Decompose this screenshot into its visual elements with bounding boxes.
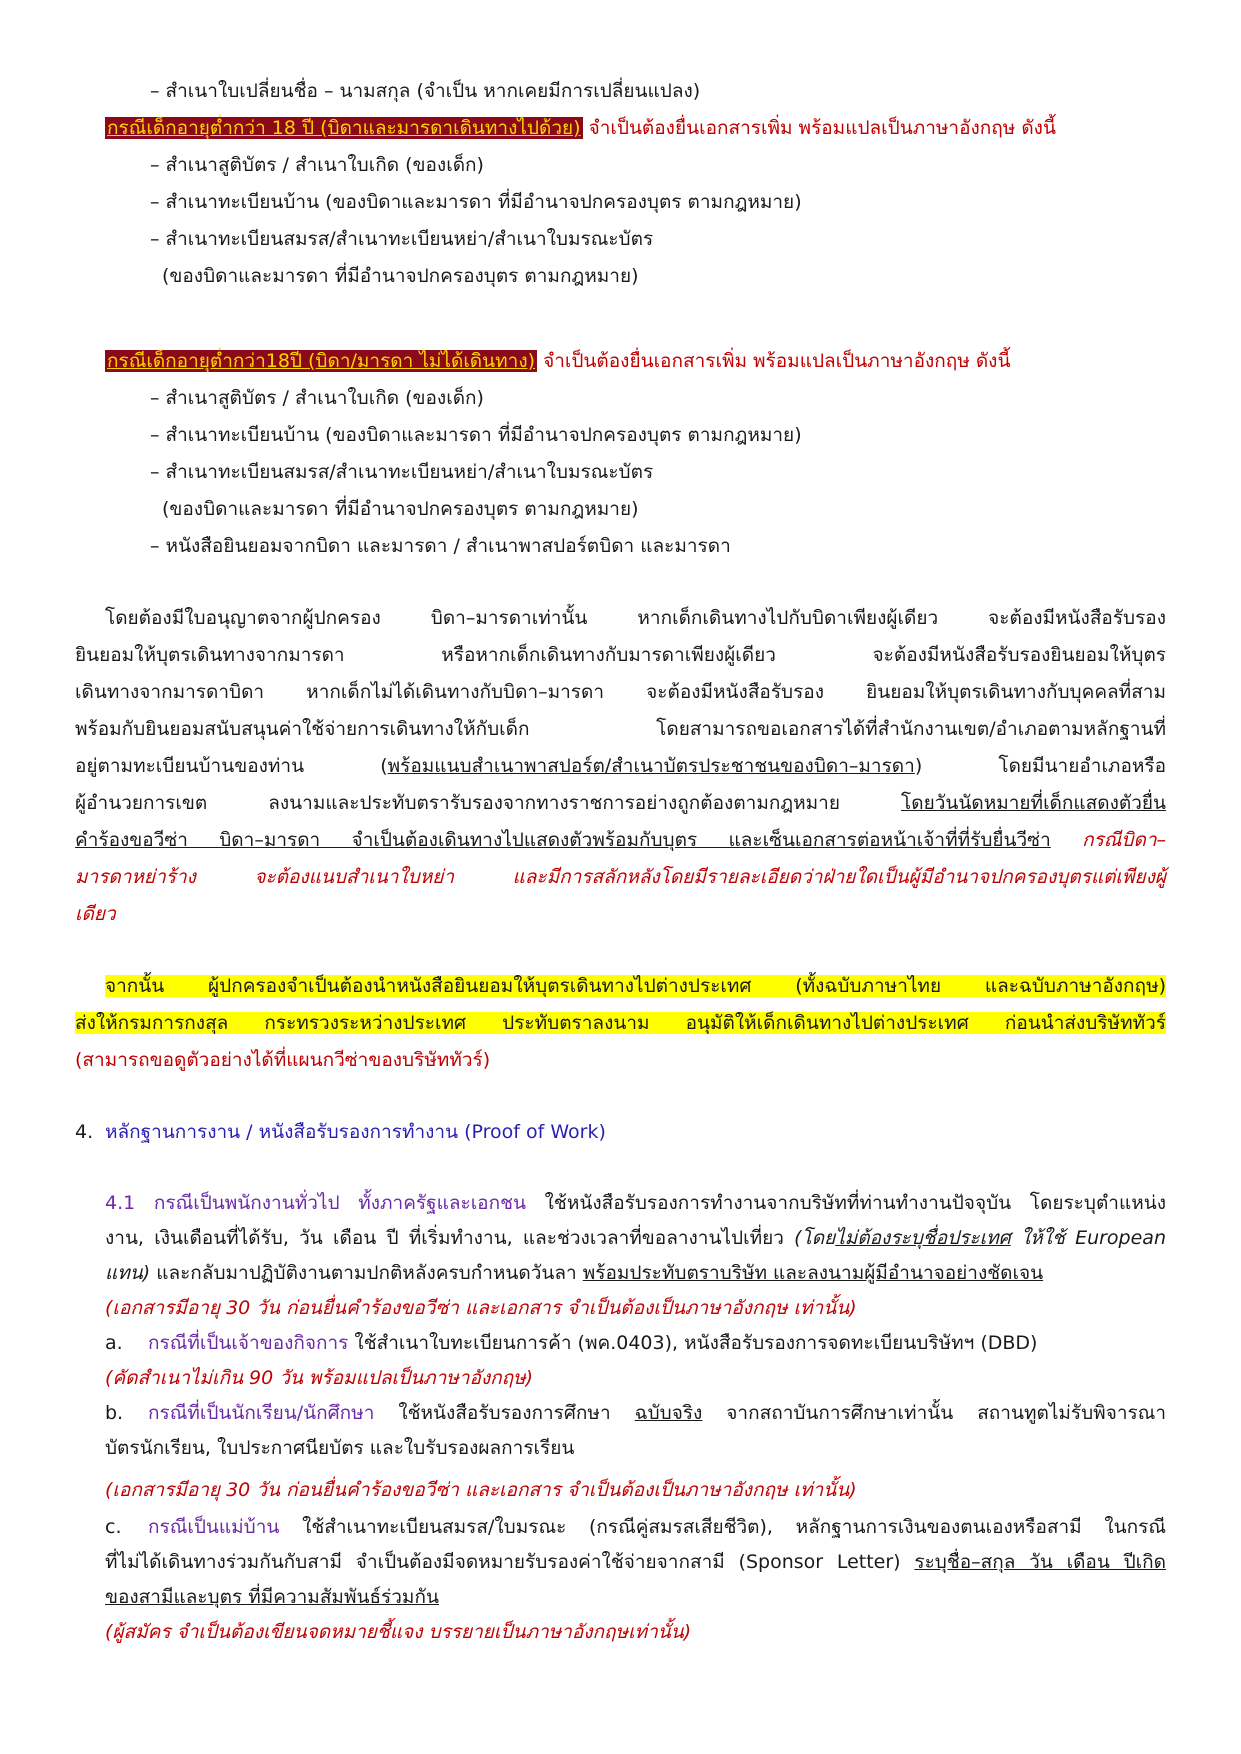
sub-c-line <box>148 1514 1166 1542</box>
consent-text: ) โดยมีนายอำเภอหรือ <box>914 755 1167 777</box>
ministry-line-1 <box>105 973 1166 1001</box>
ministry-text: ส่งให้กรมการกงสุล กระทรวงระหว่างประเทศ ประทับตราลงนาม อนุมัติให้เด็กเดินทางไปต่างประเทศ ก่อนนำส่งบริษัททัวร์ <box>75 1012 1166 1034</box>
list-item: – สำเนาใบเปลี่ยนชื่อ – นามสกุล (จำเป็น หากเคยมีการเปลี่ยนแปลง) <box>150 80 701 102</box>
sub-c-text: ที่ไม่ได้เดินทางร่วมกันกับสามี จำเป็นต้องมีจดหมายรับรองค่าใช้จ่ายจากสามี (Sponsor Letter) <box>105 1551 915 1573</box>
case1-heading-highlight: กรณีเด็กอายุต่ำกว่า 18 ปี (บิดาและมารดาเดินทางไปด้วย) <box>107 117 581 139</box>
case1-heading <box>105 115 1056 143</box>
sub-b-text: จากสถาบันการศึกษาเท่านั้น สถานทูตไม่รับพิจารณา <box>702 1402 1166 1424</box>
consent-line-5 <box>75 753 1166 781</box>
consent-line-2: ยินยอมให้บุตรเดินทางจากมารดา หรือหากเด็กเดินทางกับมารดาเพียงผู้เดียว จะต้องมีหนังสือรับรองยินยอมให้บุตร <box>75 644 1166 666</box>
sub-b-text: ใช้หนังสือรับรองการศึกษา <box>374 1402 635 1424</box>
ministry-text: จากนั้น ผู้ปกครองจำเป็นต้องนำหนังสือยินยอมให้บุตรเดินทางไปต่างประเทศ (ทั้งฉบับภาษาไทย และฉบับภาษาอังกฤษ) <box>105 975 1166 997</box>
s41-note: (เอกสารมีอายุ 30 วัน ก่อนยื่นคำร้องขอวีซ่า และเอกสาร จำเป็นต้องเป็นภาษาอังกฤษ เท่านั้น) <box>105 1297 857 1319</box>
sub-a-marker: a. <box>105 1332 123 1354</box>
s41-label: 4.1 กรณีเป็นพนักงานทั่วไป ทั้งภาครัฐและเอกชน <box>105 1192 526 1214</box>
sub-b-marker: b. <box>105 1402 124 1424</box>
sub-c-underlined: ระบุชื่อ–สกุล วัน เดือน ปีเกิด <box>914 1551 1166 1573</box>
case2-heading-highlight: กรณีเด็กอายุต่ำกว่า18ปี (บิดา/มารดา ไม่ได้เดินทาง) <box>107 350 536 372</box>
s41-text: ใช้หนังสือรับรองการทำงานจากบริษัทที่ท่านทำงานปัจจุบัน โดยระบุตำแหน่ง <box>525 1192 1166 1214</box>
ministry-line-3: (สามารถขอดูตัวอย่างได้ที่แผนกวีซ่าของบริษัททัวร์) <box>75 1049 491 1071</box>
list-item: – สำเนาทะเบียนสมรส/สำเนาทะเบียนหย่า/สำเนาใบมรณะบัตร <box>150 228 654 250</box>
consent-line-7 <box>75 827 1166 855</box>
sub-b-line-2: บัตรนักเรียน, ใบประกาศนียบัตร และใบรับรองผลการเรียน <box>105 1437 575 1459</box>
consent-underlined: พร้อมแนบสำเนาพาสปอร์ต/สำเนาบัตรประชาชนของบิดา–มารดา <box>387 755 915 777</box>
consent-note: กรณีบิดา– <box>1050 829 1166 851</box>
case2-heading <box>105 348 1010 376</box>
s41-italic-underlined: ไม่ต้องระบุชื่อประเทศ <box>835 1227 1011 1249</box>
sub-b-note: (เอกสารมีอายุ 30 วัน ก่อนยื่นคำร้องขอวีซ่า และเอกสาร จำเป็นต้องเป็นภาษาอังกฤษ เท่านั้น) <box>105 1479 857 1501</box>
section-4-title: หลักฐานการงาน / หนังสือรับรองการทำงาน (Proof of Work) <box>105 1121 606 1143</box>
list-item: – สำเนาสูติบัตร / สำเนาใบเกิด (ของเด็ก) <box>150 387 484 409</box>
sub-c-marker: c. <box>105 1516 122 1538</box>
sub-c-text: ใช้สำเนาทะเบียนสมรส/ใบมรณะ (กรณีคู่สมรสเสียชีวิต), หลักฐานการเงินของตนเองหรือสามี ในกรณี <box>279 1516 1166 1538</box>
sub-c-label: กรณีเป็นแม่บ้าน <box>148 1516 280 1538</box>
sub-c-note: (ผู้สมัคร จำเป็นต้องเขียนจดหมายชี้แจง บรรยายเป็นภาษาอังกฤษเท่านั้น) <box>105 1621 692 1643</box>
s41-italic: ให้ใช้ European <box>1010 1227 1166 1249</box>
ministry-line-2 <box>75 1010 1166 1038</box>
sub-a-text: ใช้สำเนาใบทะเบียนการค้า (พค.0403), หนังสือรับรองการจดทะเบียนบริษัทฯ (DBD) <box>348 1332 1038 1354</box>
case2-heading-rest: จำเป็นต้องยื่นเอกสารเพิ่ม พร้อมแปลเป็นภาษาอังกฤษ ดังนี้ <box>537 350 1011 372</box>
sub-b-underlined: ฉบับจริง <box>634 1402 703 1424</box>
consent-text: ผู้อำนวยการเขต ลงนามและประทับตรารับรองจากทางราชการอย่างถูกต้องตามกฎหมาย <box>75 792 902 814</box>
sub-c-line-3: ของสามีและบุตร ที่มีความสัมพันธ์ร่วมกัน <box>105 1586 439 1608</box>
list-item: (ของบิดาและมารดา ที่มีอำนาจปกครองบุตร ตามกฎหมาย) <box>162 498 639 520</box>
consent-text: อยู่ตามทะเบียนบ้านของท่าน ( <box>75 755 388 777</box>
consent-line-1: โดยต้องมีใบอนุญาตจากผู้ปกครอง บิดา–มารดาเท่านั้น หากเด็กเดินทางไปกับบิดาเพียงผู้เดียว จะต้องมีหนังสือรับรอง <box>105 607 1166 629</box>
s41-line-1 <box>105 1190 1166 1218</box>
s41-text: งาน, เงินเดือนที่ได้รับ, วัน เดือน ปี ที่เริ่มทำงาน, และช่วงเวลาที่ขอลางานไปเที่ยว <box>105 1227 795 1249</box>
sub-b-label: กรณีที่เป็นนักเรียน/นักศึกษา <box>148 1402 375 1424</box>
s41-italic: แทน) <box>105 1262 151 1284</box>
list-item: (ของบิดาและมารดา ที่มีอำนาจปกครองบุตร ตามกฎหมาย) <box>162 265 639 287</box>
consent-line-9: เดียว <box>75 903 116 925</box>
list-item: – สำเนาทะเบียนสมรส/สำเนาทะเบียนหย่า/สำเนาใบมรณะบัตร <box>150 461 654 483</box>
s41-line-3 <box>105 1260 1043 1288</box>
consent-line-3: เดินทางจากมารดาบิดา หากเด็กไม่ได้เดินทางกับบิดา–มารดา จะต้องมีหนังสือรับรอง ยินยอมให้บุตรเดินทางกับบุคคลที่สาม <box>75 681 1166 703</box>
list-item: – สำเนาสูติบัตร / สำเนาใบเกิด (ของเด็ก) <box>150 154 484 176</box>
sub-a-note: (คัดสำเนาไม่เกิน 90 วัน พร้อมแปลเป็นภาษาอังกฤษ) <box>105 1367 534 1389</box>
consent-underlined: โดยวันนัดหมายที่เด็กแสดงตัวยื่น <box>901 792 1166 814</box>
consent-line-4: พร้อมกับยินยอมสนับสนุนค่าใช้จ่ายการเดินทางให้กับเด็ก โดยสามารถขอเอกสารได้ที่สำนักงานเขต/อำเภอตามหลักฐานที่ <box>75 718 1166 740</box>
section-4-number: 4. <box>75 1121 94 1143</box>
sub-c-line-2 <box>105 1549 1166 1577</box>
s41-line-2 <box>105 1225 1166 1253</box>
consent-line-6 <box>75 790 1166 818</box>
consent-line-8: มารดาหย่าร้าง จะต้องแนบสำเนาใบหย่า และมีการสลักหลังโดยมีรายละเอียดว่าฝ่ายใดเป็นผู้มีอำนาจปกครองบุตรแต่เพียงผู้ <box>75 866 1166 888</box>
s41-italic: (โดย <box>794 1227 836 1249</box>
list-item: – หนังสือยินยอมจากบิดา และมารดา / สำเนาพาสปอร์ตบิดา และมารดา <box>150 535 731 557</box>
s41-underlined: พร้อมประทับตราบริษัท และลงนามผู้มีอำนาจอย่างชัดเจน <box>582 1262 1044 1284</box>
list-item: – สำเนาทะเบียนบ้าน (ของบิดาและมารดา ที่มีอำนาจปกครองบุตร ตามกฎหมาย) <box>150 191 802 213</box>
sub-a-label: กรณีที่เป็นเจ้าของกิจการ <box>148 1332 349 1354</box>
case1-heading-rest: จำเป็นต้องยื่นเอกสารเพิ่ม พร้อมแปลเป็นภาษาอังกฤษ ดังนี้ <box>582 117 1056 139</box>
list-item: – สำเนาทะเบียนบ้าน (ของบิดาและมารดา ที่มีอำนาจปกครองบุตร ตามกฎหมาย) <box>150 424 802 446</box>
consent-underlined: คำร้องขอวีซ่า บิดา–มารดา จำเป็นต้องเดินทางไปแสดงตัวพร้อมกับบุตร และเซ็นเอกสารต่อหน้าเจ้าที่ที่รับยื่นวีซ่า <box>75 829 1051 851</box>
sub-b-line <box>148 1400 1166 1428</box>
sub-a-line <box>148 1330 1037 1358</box>
s41-text: และกลับมาปฏิบัติงานตามปกติหลังครบกำหนดวันลา <box>150 1262 583 1284</box>
